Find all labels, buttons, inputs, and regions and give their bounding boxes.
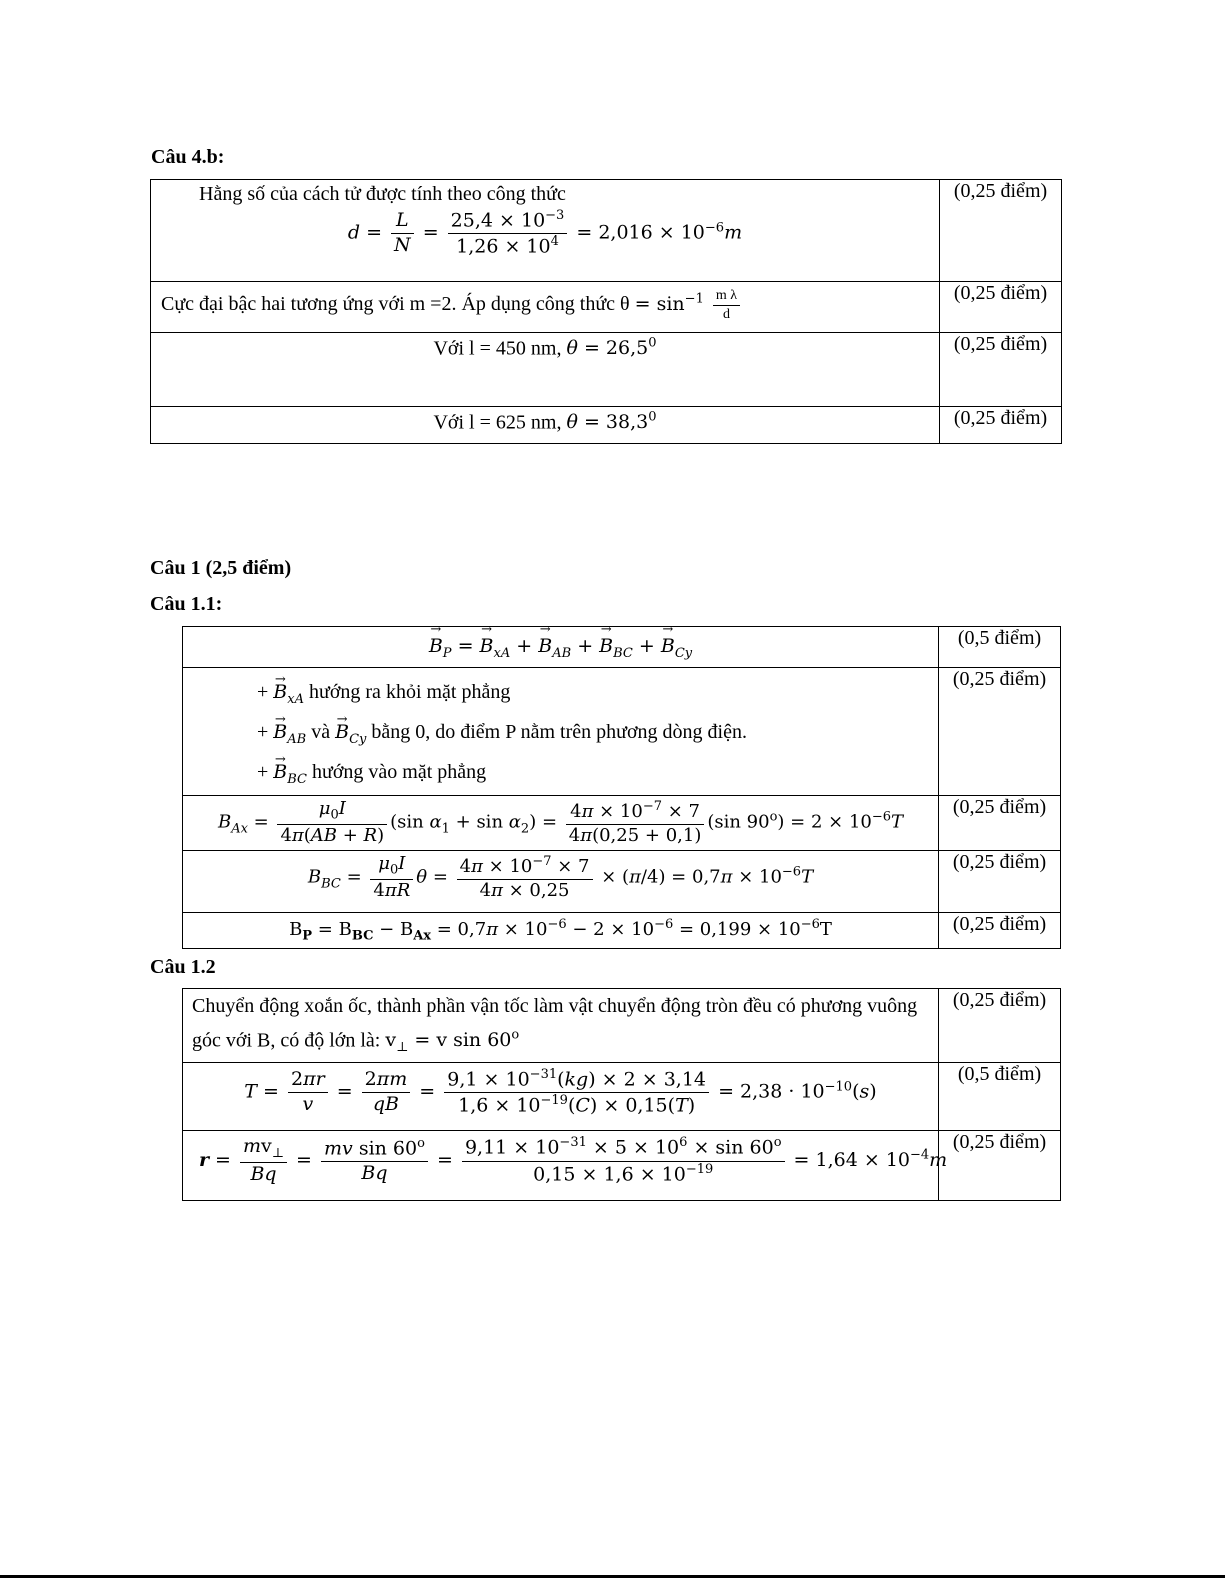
- content-cell: [183, 796, 939, 851]
- content-cell: [183, 668, 939, 796]
- formula-b-ax: $B_{Ax}$ = $\frac{\mu_0I}{4\pi(AB + R)}$ (sin $\alpha_1 + \sin \alpha_2$) = $\frac{4\pi \times 10^{-7} \times 7}{4\pi(0,25 + 0,1)}$ (sin $90^o) = 2 \times 10^{-6}T$: [217, 798, 904, 847]
- list-item: + → $B_{AB}$ và → $B_{Cy}$ bằng 0, do điểm P nằm trên phương dòng điện.: [257, 716, 938, 756]
- list-item: + → $B_{xA}$ hướng ra khỏi mặt phẳng: [257, 676, 938, 716]
- page-bottom-rule: [0, 1575, 1225, 1578]
- formula-radius: r = $\frac{mv_\perp}{Bq}$ = $\frac{mv \sin 60^o}{Bq}$ = $\frac{9,11 \times 10^{-31} \times 5 \times 10^6 \times \sin 60^o}{0,15 \times 1,6 \times 10^{-19}}$ = $1,64 \times 10^{-4}m$: [199, 1135, 948, 1186]
- content-cell: [183, 913, 939, 949]
- formula-theta-625: $\theta = 38,3^0$: [566, 410, 657, 434]
- table-row: [183, 851, 1061, 913]
- points-cell: (0,25 điểm): [939, 1131, 1061, 1201]
- formula-v-perp: $v_\perp = v$ sin 60$^o$: [385, 1028, 520, 1056]
- table-row: [151, 282, 1062, 333]
- table-row: [151, 180, 1062, 282]
- table-row: [183, 668, 1061, 796]
- points-cell: (0,25 điểm): [940, 333, 1062, 407]
- table-row: [183, 1131, 1061, 1201]
- answer-table-1-1: [182, 626, 1061, 949]
- row-text: Với l = 625 nm,: [433, 411, 562, 434]
- points-cell: (0,5 điểm): [939, 1063, 1061, 1131]
- content-cell: [183, 1063, 939, 1131]
- row-text: Cực đại bậc hai tương ứng với m =2. Áp dụng công thức θ: [161, 293, 630, 315]
- list-item: + → $B_{BC}$ hướng vào mặt phẳng: [257, 756, 938, 796]
- section-heading-1-2: Câu 1.2: [150, 956, 216, 978]
- table-row: [183, 913, 1061, 949]
- formula-b-bc: $B_{BC}$ = $\frac{\mu_0I}{4\pi R}$ θ = $\frac{4\pi \times 10^{-7} \times 7}{4\pi \times 0,25}$ × $(\pi/4) = 0,7\pi \times 10^{-6}T$: [307, 853, 814, 902]
- points-cell: (0,25 điểm): [940, 180, 1062, 282]
- section-heading-4b: Câu 4.b:: [151, 146, 225, 168]
- content-cell: [151, 333, 940, 407]
- formula-angle: = $\sin^{-1}$ $\frac{\text{m λ}}{d}$: [635, 293, 743, 315]
- answer-table-4b: [150, 179, 1062, 444]
- answer-table-1-2: [182, 988, 1061, 1201]
- table-row: [183, 627, 1061, 668]
- section-heading-1-1: Câu 1.1:: [150, 593, 223, 615]
- formula-grating-constant: d = $\frac{L}{N}$ = $\frac{25,4 \times 10^{-3}}{1,26 \times 10^4}$ = $2,016 \times 10^{-6}m$: [347, 208, 743, 258]
- formula-b-p: $B_P = B_{BC} - B_{Ax} = 0,7\pi \times 10^{-6} - 2 \times 10^{-6} = 0,199 \times 10^{-6}T$: [289, 917, 832, 944]
- table-row: [183, 796, 1061, 851]
- points-cell: (0,25 điểm): [939, 851, 1061, 913]
- table-row: [151, 333, 1062, 407]
- formula-theta-450: $\theta = 26,5^0$: [566, 336, 657, 360]
- table-row: [151, 407, 1062, 444]
- content-cell: [183, 1131, 948, 1201]
- content-cell: [151, 180, 940, 282]
- points-cell: (0,25 điểm): [939, 989, 1061, 1063]
- section-heading-1: Câu 1 (2,5 điểm): [150, 557, 292, 579]
- content-cell: [183, 851, 939, 913]
- table-row: [183, 989, 1061, 1063]
- formula-b-sum: → $B_P$ = → $B_{xA}$ + → $B_{AB}$ + → $B_{BC}$ + → $B_{Cy}$: [183, 627, 938, 661]
- formula-period: T = $\frac{2\pi r}{v}$ = $\frac{2\pi m}{qB}$ = $\frac{9,1 \times 10^{-31}(kg) \times 2 \times 3,14}{1,6 \times 10^{-19}(C) \times 0,15(T)}$ = $2,38 \cdot 10^{-10}(s)$: [244, 1067, 877, 1117]
- content-cell: [183, 989, 939, 1063]
- content-cell: [183, 627, 939, 668]
- points-cell: (0,25 điểm): [939, 913, 1061, 949]
- row-text: Hằng số của cách tử được tính theo công thức: [199, 183, 566, 205]
- content-cell: [151, 282, 940, 333]
- row-text: Với l = 450 nm,: [433, 337, 562, 360]
- points-cell: (0,5 điểm): [939, 627, 1061, 668]
- points-cell: (0,25 điểm): [939, 668, 1061, 796]
- points-cell: (0,25 điểm): [940, 407, 1062, 444]
- table-row: [183, 1063, 1061, 1131]
- row-text: Chuyển động xoắn ốc, thành phần vận tốc làm vật chuyển động tròn đều có phương vuông góc với B, có độ lớn là:: [192, 995, 918, 1052]
- points-cell: (0,25 điểm): [939, 796, 1061, 851]
- content-cell: [151, 407, 940, 444]
- points-cell: (0,25 điểm): [940, 282, 1062, 333]
